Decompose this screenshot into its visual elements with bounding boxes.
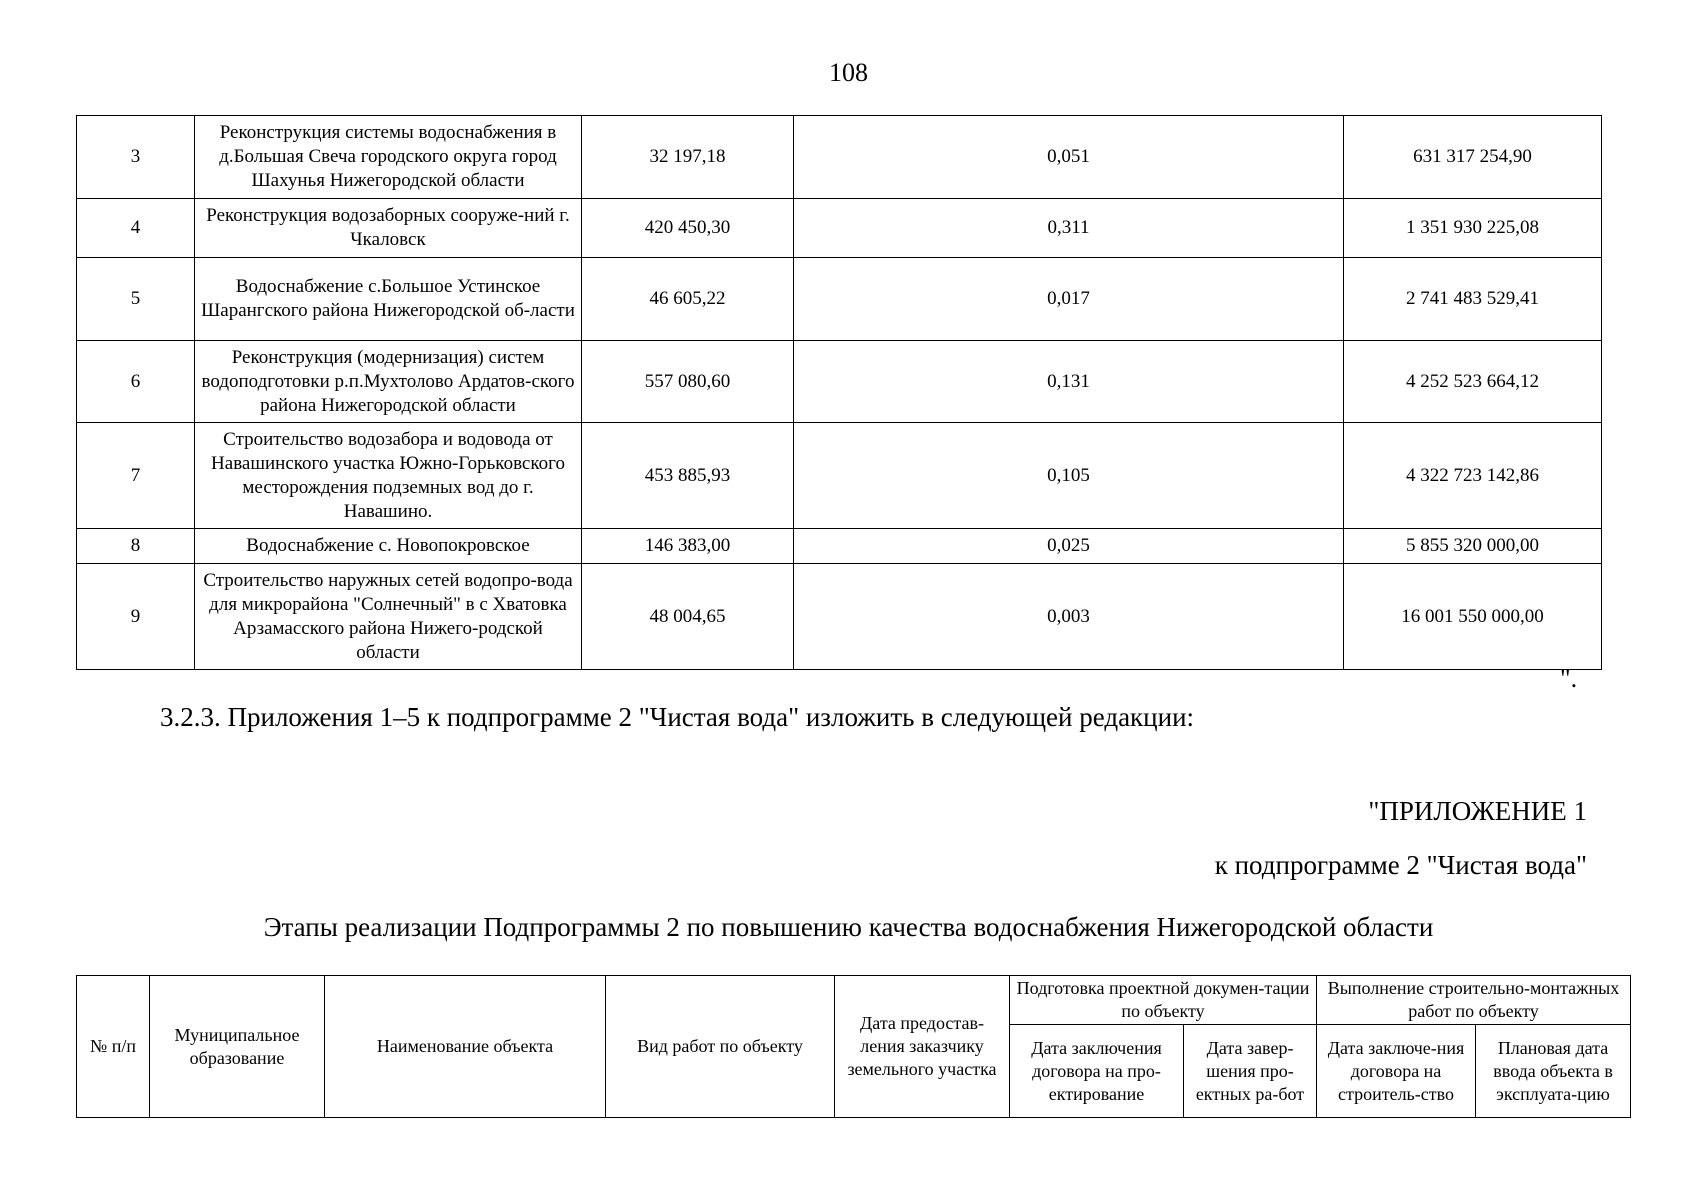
stages-table xyxy=(76,975,1631,1118)
instruction-paragraph: 3.2.3. Приложения 1–5 к подпрограмме 2 "Чистая вода" изложить в следующей редакции: xyxy=(160,702,1195,732)
total-value: 4 252 523 664,12 xyxy=(1344,341,1602,423)
table-row xyxy=(77,529,1602,564)
object-name: Водоснабжение с. Новопокровское xyxy=(195,529,582,564)
cost-value: 48 004,65 xyxy=(582,564,794,670)
row-number: 3 xyxy=(77,116,195,199)
page-number: 108 xyxy=(829,58,868,87)
table-row xyxy=(77,199,1602,258)
total-value: 1 351 930 225,08 xyxy=(1344,199,1602,258)
total-value: 4 322 723 142,86 xyxy=(1344,423,1602,529)
object-name: Реконструкция водозаборных сооруже-ний г. Чкаловск xyxy=(195,199,582,258)
object-name: Реконструкция (модернизация) систем водоподготовки р.п.Мухтолово Ардатов-ского района Нижегородской области xyxy=(195,341,582,423)
header-construction-contract: Дата заключе-ния договора на строитель-ство xyxy=(1317,1025,1476,1118)
coefficient-value: 0,311 xyxy=(794,199,1344,258)
cost-table xyxy=(76,115,1602,670)
row-number: 7 xyxy=(77,423,195,529)
object-name: Реконструкция системы водоснабжения в д.Большая Свеча городского округа город Шахунья Нижегородской области xyxy=(195,116,582,199)
cost-value: 420 450,30 xyxy=(582,199,794,258)
header-land-date: Дата предостав-ления заказчику земельного участка xyxy=(835,976,1010,1118)
total-value: 631 317 254,90 xyxy=(1344,116,1602,199)
table-row xyxy=(77,116,1602,199)
coefficient-value: 0,105 xyxy=(794,423,1344,529)
closing-quote: ". xyxy=(1560,664,1578,693)
total-value: 16 001 550 000,00 xyxy=(1344,564,1602,670)
table-row xyxy=(77,341,1602,423)
header-design-group: Подготовка проектной докумен-тации по объекту xyxy=(1010,976,1317,1025)
cost-value: 557 080,60 xyxy=(582,341,794,423)
cost-value: 146 383,00 xyxy=(582,529,794,564)
table-row xyxy=(77,258,1602,341)
table-caption: Этапы реализации Подпрограммы 2 по повышению качества водоснабжения Нижегородской области xyxy=(263,912,1434,942)
header-design-end: Дата завер-шения про-ектных ра-бот xyxy=(1184,1025,1317,1118)
object-name: Водоснабжение с.Большое Устинское Шарангского района Нижегородской об-ласти xyxy=(195,258,582,341)
header-design-contract: Дата заключения договора на про-ектирование xyxy=(1010,1025,1184,1118)
object-name: Строительство наружных сетей водопро-вода для микрорайона "Солнечный" в с Хватовка Арзамасского района Нижего-родской области xyxy=(195,564,582,670)
row-number: 6 xyxy=(77,341,195,423)
appendix-subtitle: к подпрограмме 2 "Чистая вода" xyxy=(1214,850,1587,880)
appendix-title: "ПРИЛОЖЕНИЕ 1 xyxy=(1368,796,1587,826)
header-object-name: Наименование объекта xyxy=(325,976,606,1118)
total-value: 5 855 320 000,00 xyxy=(1344,529,1602,564)
coefficient-value: 0,051 xyxy=(794,116,1344,199)
header-municipality: Муниципальное образование xyxy=(150,976,325,1118)
header-num: № п/п xyxy=(77,976,150,1118)
table-row xyxy=(77,423,1602,529)
coefficient-value: 0,017 xyxy=(794,258,1344,341)
object-name: Строительство водозабора и водовода от Навашинского участка Южно-Горьковского месторождения подземных вод до г. Навашино. xyxy=(195,423,582,529)
row-number: 8 xyxy=(77,529,195,564)
cost-value: 46 605,22 xyxy=(582,258,794,341)
total-value: 2 741 483 529,41 xyxy=(1344,258,1602,341)
row-number: 4 xyxy=(77,199,195,258)
coefficient-value: 0,131 xyxy=(794,341,1344,423)
header-commissioning: Плановая дата ввода объекта в эксплуата-цию xyxy=(1476,1025,1631,1118)
header-work-type: Вид работ по объекту xyxy=(606,976,835,1118)
row-number: 5 xyxy=(77,258,195,341)
cost-value: 453 885,93 xyxy=(582,423,794,529)
coefficient-value: 0,003 xyxy=(794,564,1344,670)
table-row xyxy=(77,564,1602,670)
cost-value: 32 197,18 xyxy=(582,116,794,199)
header-construction-group: Выполнение строительно-монтажных работ по объекту xyxy=(1317,976,1631,1025)
coefficient-value: 0,025 xyxy=(794,529,1344,564)
row-number: 9 xyxy=(77,564,195,670)
